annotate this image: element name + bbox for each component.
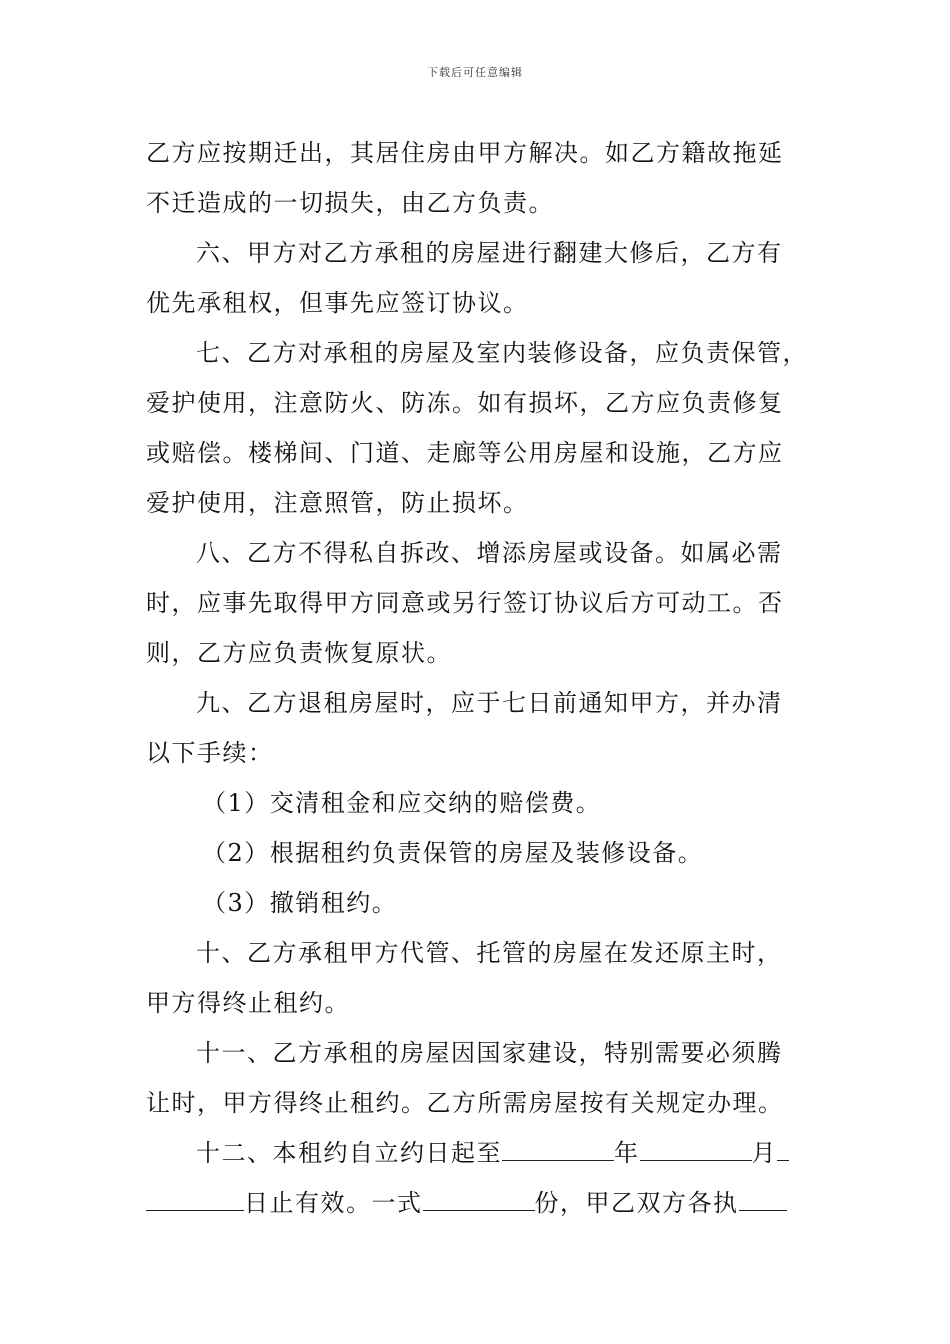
clause-8-line: 八、乙方不得私自拆改、增添房屋或设备。如属必需 xyxy=(196,539,783,567)
procedure-item-2: （2）根据租约负责保管的房屋及装修设备。 xyxy=(202,839,704,867)
end-month-blank xyxy=(640,1140,752,1161)
clause-9-line: 以下手续： xyxy=(146,739,274,767)
contract-body xyxy=(146,128,808,1228)
year-label: 年 xyxy=(614,1139,640,1167)
copies-count-blank xyxy=(423,1190,535,1211)
clause-7-line: 七、乙方对承租的房屋及室内装修设备，应负责保管， xyxy=(196,339,808,367)
clause-12-validity-text: 日止有效。一式 xyxy=(244,1189,423,1217)
paragraph-line: 乙方应按期迁出，其居住房由甲方解决。如乙方籍故拖延 xyxy=(146,139,784,167)
clause-6-line: 六、甲方对乙方承租的房屋进行翻建大修后，乙方有 xyxy=(196,239,783,267)
page-header-note: 下载后可任意编辑 xyxy=(427,66,523,79)
procedure-item-3: （3）撤销租约。 xyxy=(202,889,398,917)
copies-each-blank xyxy=(739,1190,787,1211)
end-year-blank xyxy=(502,1140,614,1161)
clause-9-line: 九、乙方退租房屋时，应于七日前通知甲方，并办清 xyxy=(196,689,783,717)
clause-7-line: 或赔偿。楼梯间、门道、走廊等公用房屋和设施，乙方应 xyxy=(146,439,784,467)
clause-12-text: 十二、本租约自立约日起至 xyxy=(196,1139,502,1167)
procedure-item-1: （1）交清租金和应交纳的赔偿费。 xyxy=(202,789,602,817)
end-day-blank-start xyxy=(777,1140,789,1161)
clause-12-line xyxy=(146,1178,808,1228)
clause-7-line: 爱护使用，注意照管，防止损坏。 xyxy=(146,489,529,517)
end-day-blank xyxy=(146,1190,244,1211)
clause-10-line: 十、乙方承租甲方代管、托管的房屋在发还原主时， xyxy=(196,939,783,967)
clause-7-line: 爱护使用，注意防火、防冻。如有损坏，乙方应负责修复 xyxy=(146,389,784,417)
clause-12-line xyxy=(146,1128,808,1178)
clause-11-line: 十一、乙方承租的房屋因国家建设，特别需要必须腾 xyxy=(196,1039,783,1067)
clause-12-copies-text: 份，甲乙双方各执 xyxy=(534,1189,739,1217)
paragraph-line: 不迁造成的一切损失，由乙方负责。 xyxy=(146,189,554,217)
month-label: 月 xyxy=(751,1139,777,1167)
clause-10-line: 甲方得终止租约。 xyxy=(146,989,350,1017)
clause-8-line: 时，应事先取得甲方同意或另行签订协议后方可动工。否 xyxy=(146,589,784,617)
clause-11-line: 让时，甲方得终止租约。乙方所需房屋按有关规定办理。 xyxy=(146,1089,784,1117)
clause-6-line: 优先承租权，但事先应签订协议。 xyxy=(146,289,529,317)
clause-8-line: 则，乙方应负责恢复原状。 xyxy=(146,639,452,667)
